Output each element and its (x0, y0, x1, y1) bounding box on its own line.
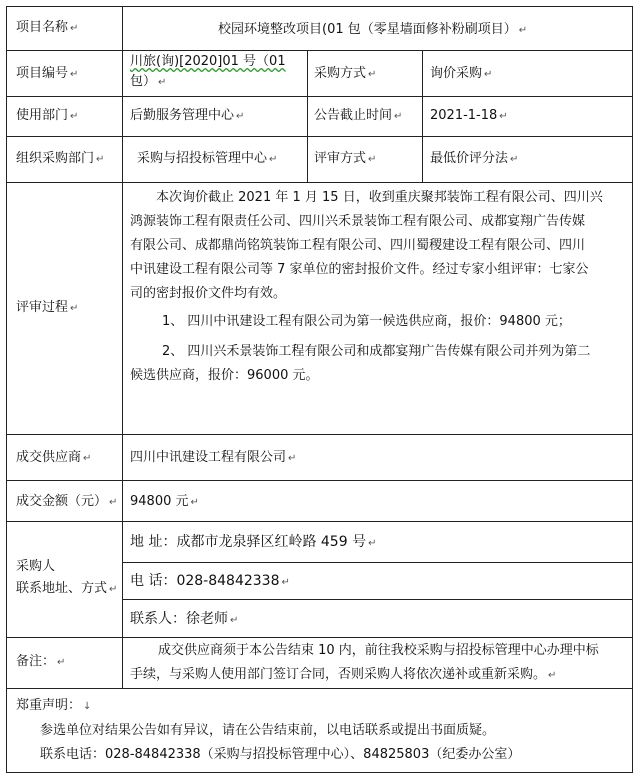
evaluation-method-label: 评审方式 ↵ (314, 151, 377, 166)
rule (6, 637, 633, 638)
supplier-value: 四川中讯建设工程有限公司 ↵ (130, 450, 297, 465)
rule (6, 521, 633, 522)
organizing-department-value: 采购与招投标管理中心 ↵ (137, 151, 278, 166)
rule (122, 562, 633, 563)
rule (6, 434, 633, 435)
procurement-method-label: 采购方式 ↵ (314, 66, 377, 81)
procurement-method-value: 询价采购 ↵ (430, 66, 493, 81)
purchaser-contact-label: 采购人 联系地址、方式 ↵ (16, 559, 118, 596)
statement: 郑重声明： ↓ 参选单位对结果公告如有异议，请在公告结束前，以电话联系或提出书面质疑。 联系电话：028-84842338（采购与招投标管理中心）、84825803（纪委办公室） (16, 698, 521, 762)
project-number-value: 川旅(询)[2020]01 号（01 包） ↵ (130, 54, 286, 89)
deadline-value: 2021-1-18 ↵ (430, 108, 508, 123)
project-name-value: 校园环境整改项目(01 包（零星墙面修补粉刷项目） ↵ (218, 22, 528, 37)
announcement-table (6, 6, 633, 773)
project-number-label: 项目编号 ↵ (16, 66, 79, 81)
review-process-label: 评审过程 ↵ (16, 300, 79, 315)
amount-value: 94800 元 ↵ (130, 494, 199, 509)
review-process-text: 本次询价截止 2021 年 1 月 15 日，收到重庆聚邦装饰工程有限公司、四川兴 鸿源装饰工程有限责任公司、四川兴禾景装饰工程有限公司、成都宴翔广告传媒 有限公司、成都鼎尚铭筑装饰工程有限公司、四川蜀稷建设工程有限公司、四川 中讯建设工程有限公司等 7 家单位的密封报价文件。经过专家小组评审：七家公 司的密封报价文件均有效。 1、 四川中讯建设工程有限公司为第一候选供应商，报价：94800 元； 2、 四川兴禾景装饰工程有限公司和成都宴翔广告传媒有限公司并列为第二 候选供应商，报价：96000 元。 (130, 190, 603, 383)
rule (6, 182, 633, 183)
amount-label: 成交金额（元） ↵ (16, 494, 118, 509)
rule (6, 50, 633, 51)
supplier-label: 成交供应商 ↵ (16, 450, 92, 465)
deadline-label: 公告截止时间 ↵ (314, 108, 403, 123)
rule (6, 6, 7, 773)
rule (422, 50, 423, 182)
remark-label: 备注： ↵ (16, 654, 66, 669)
purchaser-person: 联系人：徐老师 ↵ (130, 611, 239, 627)
rule (6, 136, 633, 137)
remark-text: 成交供应商须于本公告结束 10 内，前往我校采购与招投标管理中心办理中标 手续，与采购人使用部门签订合同，否则采购人将依次递补或重新采购。 ↵ (130, 643, 599, 682)
rule (632, 6, 633, 773)
evaluation-method-value: 最低价评分法 ↵ (430, 151, 519, 166)
rule (122, 6, 123, 688)
rule (6, 688, 633, 689)
project-name-label: 项目名称 ↵ (16, 20, 79, 35)
purchaser-phone: 电 话：028-84842338 ↵ (130, 573, 290, 589)
purchaser-address: 地 址：成都市龙泉驿区红岭路 459 号 ↵ (130, 534, 377, 550)
rule (6, 96, 633, 97)
user-department-value: 后勤服务管理中心 ↵ (130, 108, 245, 123)
rule (6, 772, 633, 773)
rule (6, 6, 633, 7)
rule (307, 50, 308, 182)
user-department-label: 使用部门 ↵ (16, 108, 79, 123)
rule (122, 599, 633, 600)
rule (6, 480, 633, 481)
organizing-department-label: 组织采购部门 ↵ (16, 151, 105, 166)
